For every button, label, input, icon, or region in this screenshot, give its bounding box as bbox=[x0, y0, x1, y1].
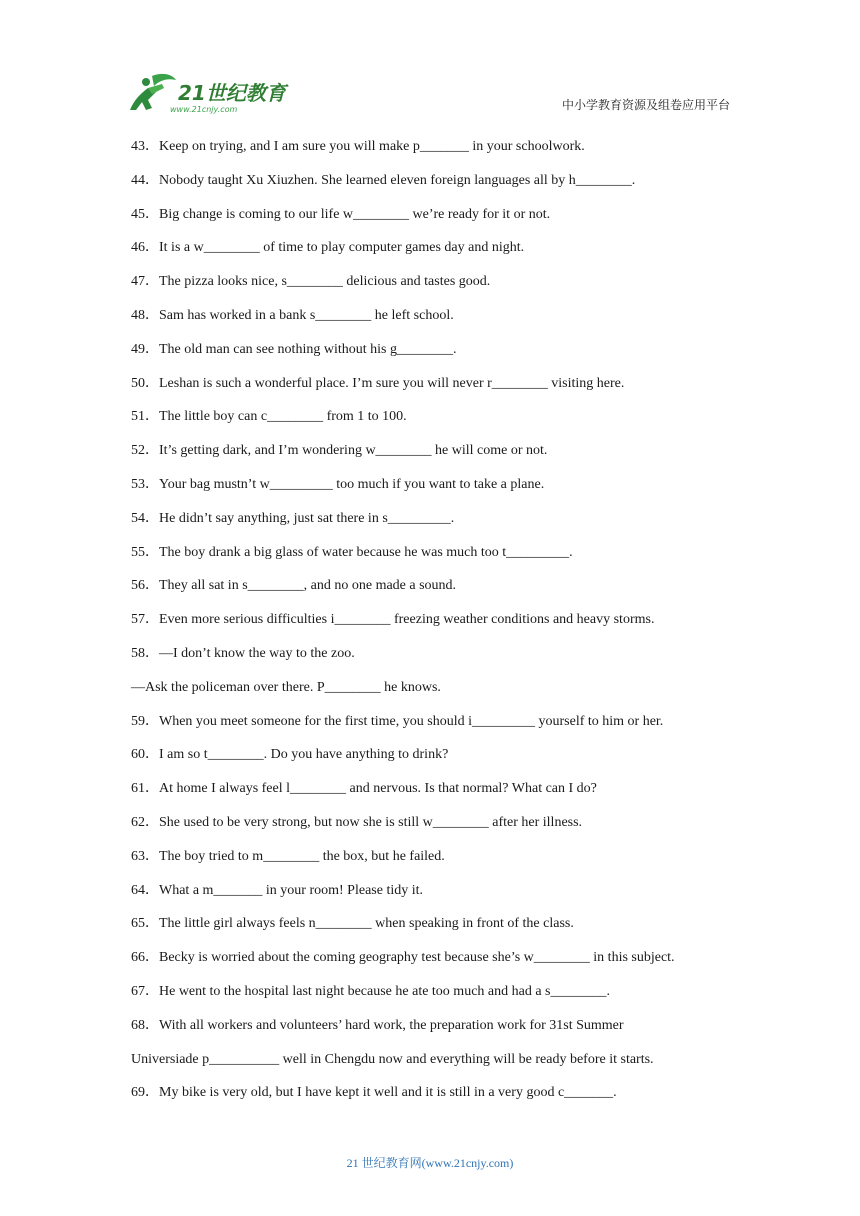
logo bbox=[122, 70, 292, 116]
svg-text:21世纪教育: 21世纪教育 bbox=[178, 81, 286, 105]
question-60: 60．I am so t________. Do you have anything to drink? bbox=[131, 747, 449, 763]
question-48: 48．Sam has worked in a bank s________ he left school. bbox=[131, 307, 454, 323]
platform-title: 中小学教育资源及组卷应用平台 bbox=[561, 98, 730, 112]
question-44: 44．Nobody taught Xu Xiuzhen. She learned eleven foreign languages all by h________. bbox=[131, 172, 636, 188]
question-66: 66．Becky is worried about the coming geography test because she’s w________ in this subject. bbox=[131, 950, 675, 966]
question-69: 69．My bike is very old, but I have kept it well and it is still in a very good c_______. bbox=[131, 1085, 617, 1101]
question-58-reply: —Ask the policeman over there. P________ he knows. bbox=[131, 679, 441, 695]
question-52: 52．It’s getting dark, and I’m wondering w________ he will come or not. bbox=[131, 443, 548, 459]
question-46: 46．It is a w________ of time to play computer games day and night. bbox=[131, 240, 525, 256]
question-list bbox=[131, 135, 741, 1115]
page-footer: 21 世纪教育网(www.21cnjy.com) bbox=[346, 1156, 514, 1170]
question-68-continued: Universiade p__________ well in Chengdu now and everything will be ready before it starts. bbox=[131, 1051, 654, 1067]
question-54: 54．He didn’t say anything, just sat there in s_________. bbox=[131, 510, 455, 526]
svg-text:www.21cnjy.com: www.21cnjy.com bbox=[170, 105, 238, 114]
question-56: 56．They all sat in s________, and no one made a sound. bbox=[131, 578, 457, 594]
question-63: 63．The boy tried to m________ the box, but he failed. bbox=[131, 848, 445, 864]
question-49: 49．The old man can see nothing without his g________. bbox=[131, 341, 457, 357]
question-45: 45．Big change is coming to our life w________ we’re ready for it or not. bbox=[131, 206, 551, 222]
question-57: 57．Even more serious difficulties i________ freezing weather conditions and heavy storms. bbox=[131, 612, 655, 628]
question-58: 58．—I don’t know the way to the zoo. bbox=[131, 645, 355, 661]
question-59: 59．When you meet someone for the first time, you should i_________ yourself to him or her. bbox=[131, 713, 664, 729]
question-47: 47．The pizza looks nice, s________ delicious and tastes good. bbox=[131, 274, 491, 290]
question-62: 62．She used to be very strong, but now she is still w________ after her illness. bbox=[131, 814, 583, 830]
question-65: 65．The little girl always feels n________ when speaking in front of the class. bbox=[131, 916, 574, 932]
question-51: 51．The little boy can c________ from 1 to 100. bbox=[131, 409, 407, 425]
question-67: 67．He went to the hospital last night because he ate too much and had a s________. bbox=[131, 983, 611, 999]
question-68: 68．With all workers and volunteers’ hard work, the preparation work for 31st Summer bbox=[131, 1017, 624, 1033]
page-header bbox=[0, 0, 860, 130]
question-53: 53．Your bag mustn’t w_________ too much if you want to take a plane. bbox=[131, 476, 545, 492]
question-61: 61．At home I always feel l________ and nervous. Is that normal? What can I do? bbox=[131, 781, 597, 797]
question-43: 43．Keep on trying, and I am sure you will make p_______ in your schoolwork. bbox=[131, 139, 585, 154]
question-55: 55．The boy drank a big glass of water because he was much too t_________. bbox=[131, 544, 573, 560]
question-50: 50．Leshan is such a wonderful place. I’m sure you will never r________ visiting here. bbox=[131, 375, 625, 391]
question-64: 64．What a m_______ in your room! Please tidy it. bbox=[131, 882, 424, 898]
